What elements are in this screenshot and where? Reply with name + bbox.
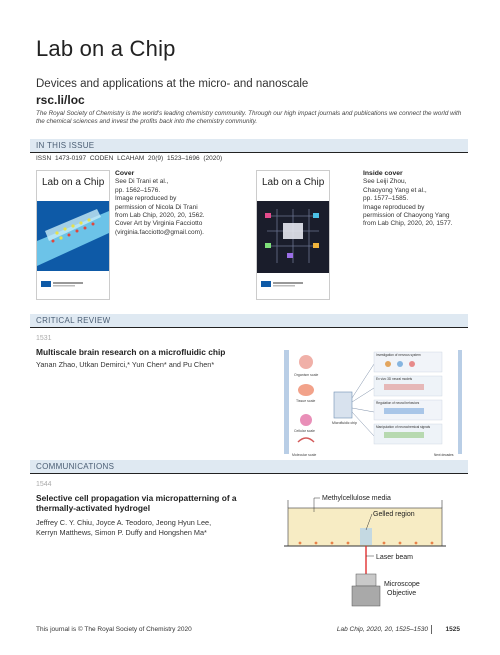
issn-line: ISSN 1473-0197 CODEN LCAHAM 20(9) 1523–1696 (2020) <box>36 155 223 162</box>
cover-line: permission of Nicola Di Trani <box>115 203 198 211</box>
cover-line: from Lab Chip, 2020, 20, 1562. <box>115 212 205 220</box>
inside-cover-artwork <box>257 171 329 299</box>
cover-line: Image reproduced by <box>115 195 177 203</box>
cover-heading: Cover <box>115 170 135 177</box>
cover-image[interactable] <box>36 170 110 300</box>
article-authors-line: Jeffrey C. Y. Chiu, Joyce A. Teodoro, Jeong Hyun Lee, <box>36 518 212 527</box>
cover-logo: Lab on a Chip <box>262 177 325 188</box>
communications-figure <box>284 488 454 610</box>
section-divider <box>30 473 468 474</box>
inside-cover-line: Image reproduced by <box>363 203 425 211</box>
figure-label: Regulation of neural behaviors <box>376 401 420 405</box>
cover-artwork <box>37 171 109 299</box>
article-authors: Yanan Zhao, Utkan Demirci,* Yun Chen* and Pu Chen* <box>36 360 215 369</box>
inside-cover-line: Chaoyong Yang et al., <box>363 186 427 194</box>
figure-label-objective: Microscope <box>384 581 420 588</box>
inside-cover-line: permission of Chaoyong Yang <box>363 212 450 220</box>
section-header-communications: COMMUNICATIONS <box>30 460 468 473</box>
section-header-critical-review: CRITICAL REVIEW <box>30 314 468 327</box>
footer-citation: Lab Chip, 2020, 20, 1525–1530 <box>336 626 428 633</box>
journal-title: Lab on a Chip <box>36 36 176 61</box>
cover-line: Cover Art by Virginia Facciotto <box>115 220 203 228</box>
figure-label: Next decades <box>434 453 454 457</box>
figure-label-gelled: Gelled region <box>373 511 415 518</box>
article-title[interactable]: Multiscale brain research on a microfluidic chip <box>36 347 226 357</box>
section-header-in-this-issue: IN THIS ISSUE <box>30 139 468 152</box>
cover-line: pp. 1562–1576. <box>115 186 161 194</box>
figure-label: Investigation of nervous system <box>376 353 421 357</box>
article-page-number: 1531 <box>36 335 52 342</box>
inside-cover-caption <box>363 170 463 229</box>
article-authors-line: Kerryn Matthews, Simon P. Duffy and Hongshen Ma* <box>36 528 207 537</box>
cover-logo: Lab on a Chip <box>42 177 105 188</box>
journal-subtitle: Devices and applications at the micro- and nanoscale <box>36 78 309 90</box>
figure-label-objective: Objective <box>387 590 417 597</box>
figure-label-laser: Laser beam <box>376 554 413 561</box>
inside-cover-heading: Inside cover <box>363 170 403 177</box>
journal-url[interactable]: rsc.li/loc <box>36 93 85 107</box>
figure-label: Cellular scale <box>294 429 316 433</box>
cover-line: (virginia.facciotto@gmail.com). <box>115 228 204 236</box>
figure-label: Molecular scale <box>292 453 317 457</box>
cover-line: See Di Trani et al., <box>115 178 169 186</box>
article-title-line[interactable]: thermally-activated hydrogel <box>36 503 151 513</box>
figure-label: Manipulation of neurochemical signals <box>376 425 431 429</box>
article-page-number: 1544 <box>36 481 52 488</box>
section-divider <box>30 152 468 153</box>
figure-label-media: Methylcellulose media <box>322 495 391 502</box>
rsc-statement: The Royal Society of Chemistry is the world's leading chemistry community. Through our high impact journals and publications we connect the world with the chemical sciences and invest the profits back into the chemistry community. <box>36 110 462 125</box>
article-title-line[interactable]: Selective cell propagation via micropatterning of a <box>36 493 237 503</box>
inside-cover-line: from Lab Chip, 2020, 20, 1577. <box>363 220 453 228</box>
cover-caption <box>115 170 215 237</box>
footer-page-number: 1525 <box>445 626 460 633</box>
footer-divider <box>431 625 432 634</box>
inside-cover-line: See Leiji Zhou, <box>363 178 407 186</box>
figure-label: Microfluidic chip <box>332 421 357 425</box>
critical-review-figure <box>284 342 464 462</box>
section-divider <box>30 327 468 328</box>
figure-label: Organism scale <box>294 373 319 377</box>
inside-cover-image[interactable] <box>256 170 330 300</box>
figure-label: Tissue scale <box>296 399 316 403</box>
figure-label: Ex vivo 3D neural models <box>376 377 413 381</box>
footer-copyright: This journal is © The Royal Society of Chemistry 2020 <box>36 626 192 633</box>
inside-cover-line: pp. 1577–1585. <box>363 195 409 203</box>
